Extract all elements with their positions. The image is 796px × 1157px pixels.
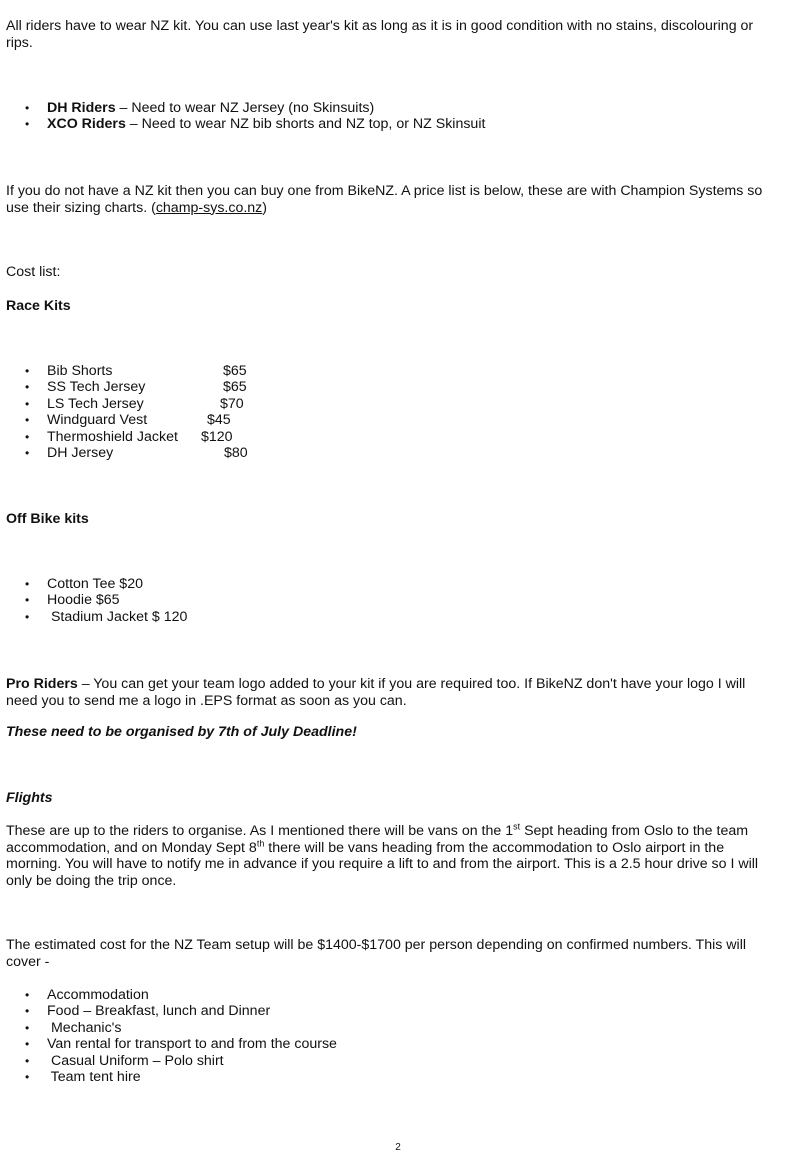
cover-items-list	[0, 987, 337, 1085]
kit-name: LS Tech Jersey	[47, 395, 144, 412]
cover-item: Accommodation	[47, 987, 149, 1003]
list-item	[0, 1003, 337, 1019]
cover-item: Food – Breakfast, lunch and Dinner	[47, 1003, 271, 1020]
list-item	[0, 396, 300, 412]
kit-price: $120	[201, 428, 233, 445]
cover-item: Mechanic's	[47, 1019, 122, 1036]
list-item	[0, 116, 485, 132]
page-number: 2	[395, 1142, 401, 1153]
off-bike-item: Stadium Jacket $ 120	[47, 608, 188, 625]
race-kits-list	[0, 363, 300, 461]
list-item	[0, 445, 300, 461]
flights-text: there will be vans heading from the accommodation to Oslo airport in the morning. You will have to notify me in advance if you require a lift to and from the airport. This is a 2.5 hour drive so I will only be doing the trip once.	[6, 839, 759, 889]
off-bike-kits-list	[0, 576, 187, 625]
list-item	[0, 379, 300, 395]
kit-name: Windguard Vest	[47, 412, 148, 429]
list-item	[0, 592, 187, 608]
list-item	[0, 609, 187, 625]
list-item	[0, 100, 485, 116]
kit-price: $80	[224, 444, 248, 461]
pro-riders-label: Pro Riders	[6, 676, 78, 692]
list-item	[0, 1020, 337, 1036]
list-item	[0, 412, 300, 428]
kit-price: $45	[207, 412, 231, 429]
kit-purchase-text: If you do not have a NZ kit then you can buy one from BikeNZ. A price list is below, these are with Champion Systems so use their sizing charts. (	[6, 183, 763, 216]
ordinal-suffix: th	[256, 837, 265, 848]
kit-purchase-paragraph	[6, 183, 776, 216]
flights-heading: Flights	[6, 790, 53, 806]
rider-requirements-list	[0, 100, 485, 133]
kit-price: $70	[220, 395, 244, 412]
list-item	[0, 576, 187, 592]
intro-paragraph: All riders have to wear NZ kit. You can use last year's kit as long as it is in good condition with no stains, discolouring or rips.	[6, 18, 754, 51]
rider-type-label: DH Riders	[47, 100, 116, 116]
off-bike-item: Hoodie $65	[47, 592, 120, 609]
off-bike-kits-heading: Off Bike kits	[6, 511, 89, 527]
flights-text: These are up to the riders to organise. As I mentioned there will be vans on the 1	[6, 823, 514, 839]
deadline-notice: These need to be organised by 7th of July Deadline!	[6, 724, 357, 740]
kit-name: Bib Shorts	[47, 363, 113, 379]
rider-requirement-text: – Need to wear NZ Jersey (no Skinsuits)	[115, 100, 375, 116]
pro-riders-paragraph	[6, 676, 776, 709]
list-item	[0, 1036, 337, 1052]
list-item	[0, 429, 300, 445]
cost-list-label: Cost list:	[6, 264, 61, 280]
kit-purchase-close: )	[262, 199, 268, 216]
cover-item: Team tent hire	[47, 1068, 141, 1085]
cover-item: Van rental for transport to and from the course	[47, 1036, 337, 1053]
champion-systems-link[interactable]: champ-sys.co.nz	[155, 199, 263, 216]
rider-type-label: XCO Riders	[47, 116, 126, 133]
kit-name: SS Tech Jersey	[47, 379, 146, 396]
kit-price: $65	[223, 363, 247, 379]
list-item	[0, 1069, 337, 1085]
kit-price: $65	[223, 379, 247, 396]
ordinal-suffix: st	[513, 821, 521, 832]
list-item	[0, 363, 300, 379]
pro-riders-text: – You can get your team logo added to your kit if you are required too. If BikeNZ don't have your logo I will need you to send me a logo in .EPS format as soon as you can.	[6, 676, 746, 709]
list-item	[0, 987, 337, 1003]
off-bike-item: Cotton Tee $20	[47, 576, 143, 592]
race-kits-heading: Race Kits	[6, 298, 71, 314]
kit-name: Thermoshield Jacket	[47, 428, 178, 445]
list-item	[0, 1053, 337, 1069]
flights-paragraph	[6, 823, 776, 889]
cover-item: Casual Uniform – Polo shirt	[47, 1052, 224, 1069]
rider-requirement-text: – Need to wear NZ bib shorts and NZ top, or NZ Skinsuit	[125, 116, 486, 133]
kit-name: DH Jersey	[47, 444, 114, 461]
flights-text: Sept heading from Oslo to the team accommodation, and on Monday Sept 8	[6, 823, 749, 856]
cost-estimate-paragraph: The estimated cost for the NZ Team setup will be $1400-$1700 per person depending on confirmed numbers. This will cover -	[6, 937, 746, 970]
